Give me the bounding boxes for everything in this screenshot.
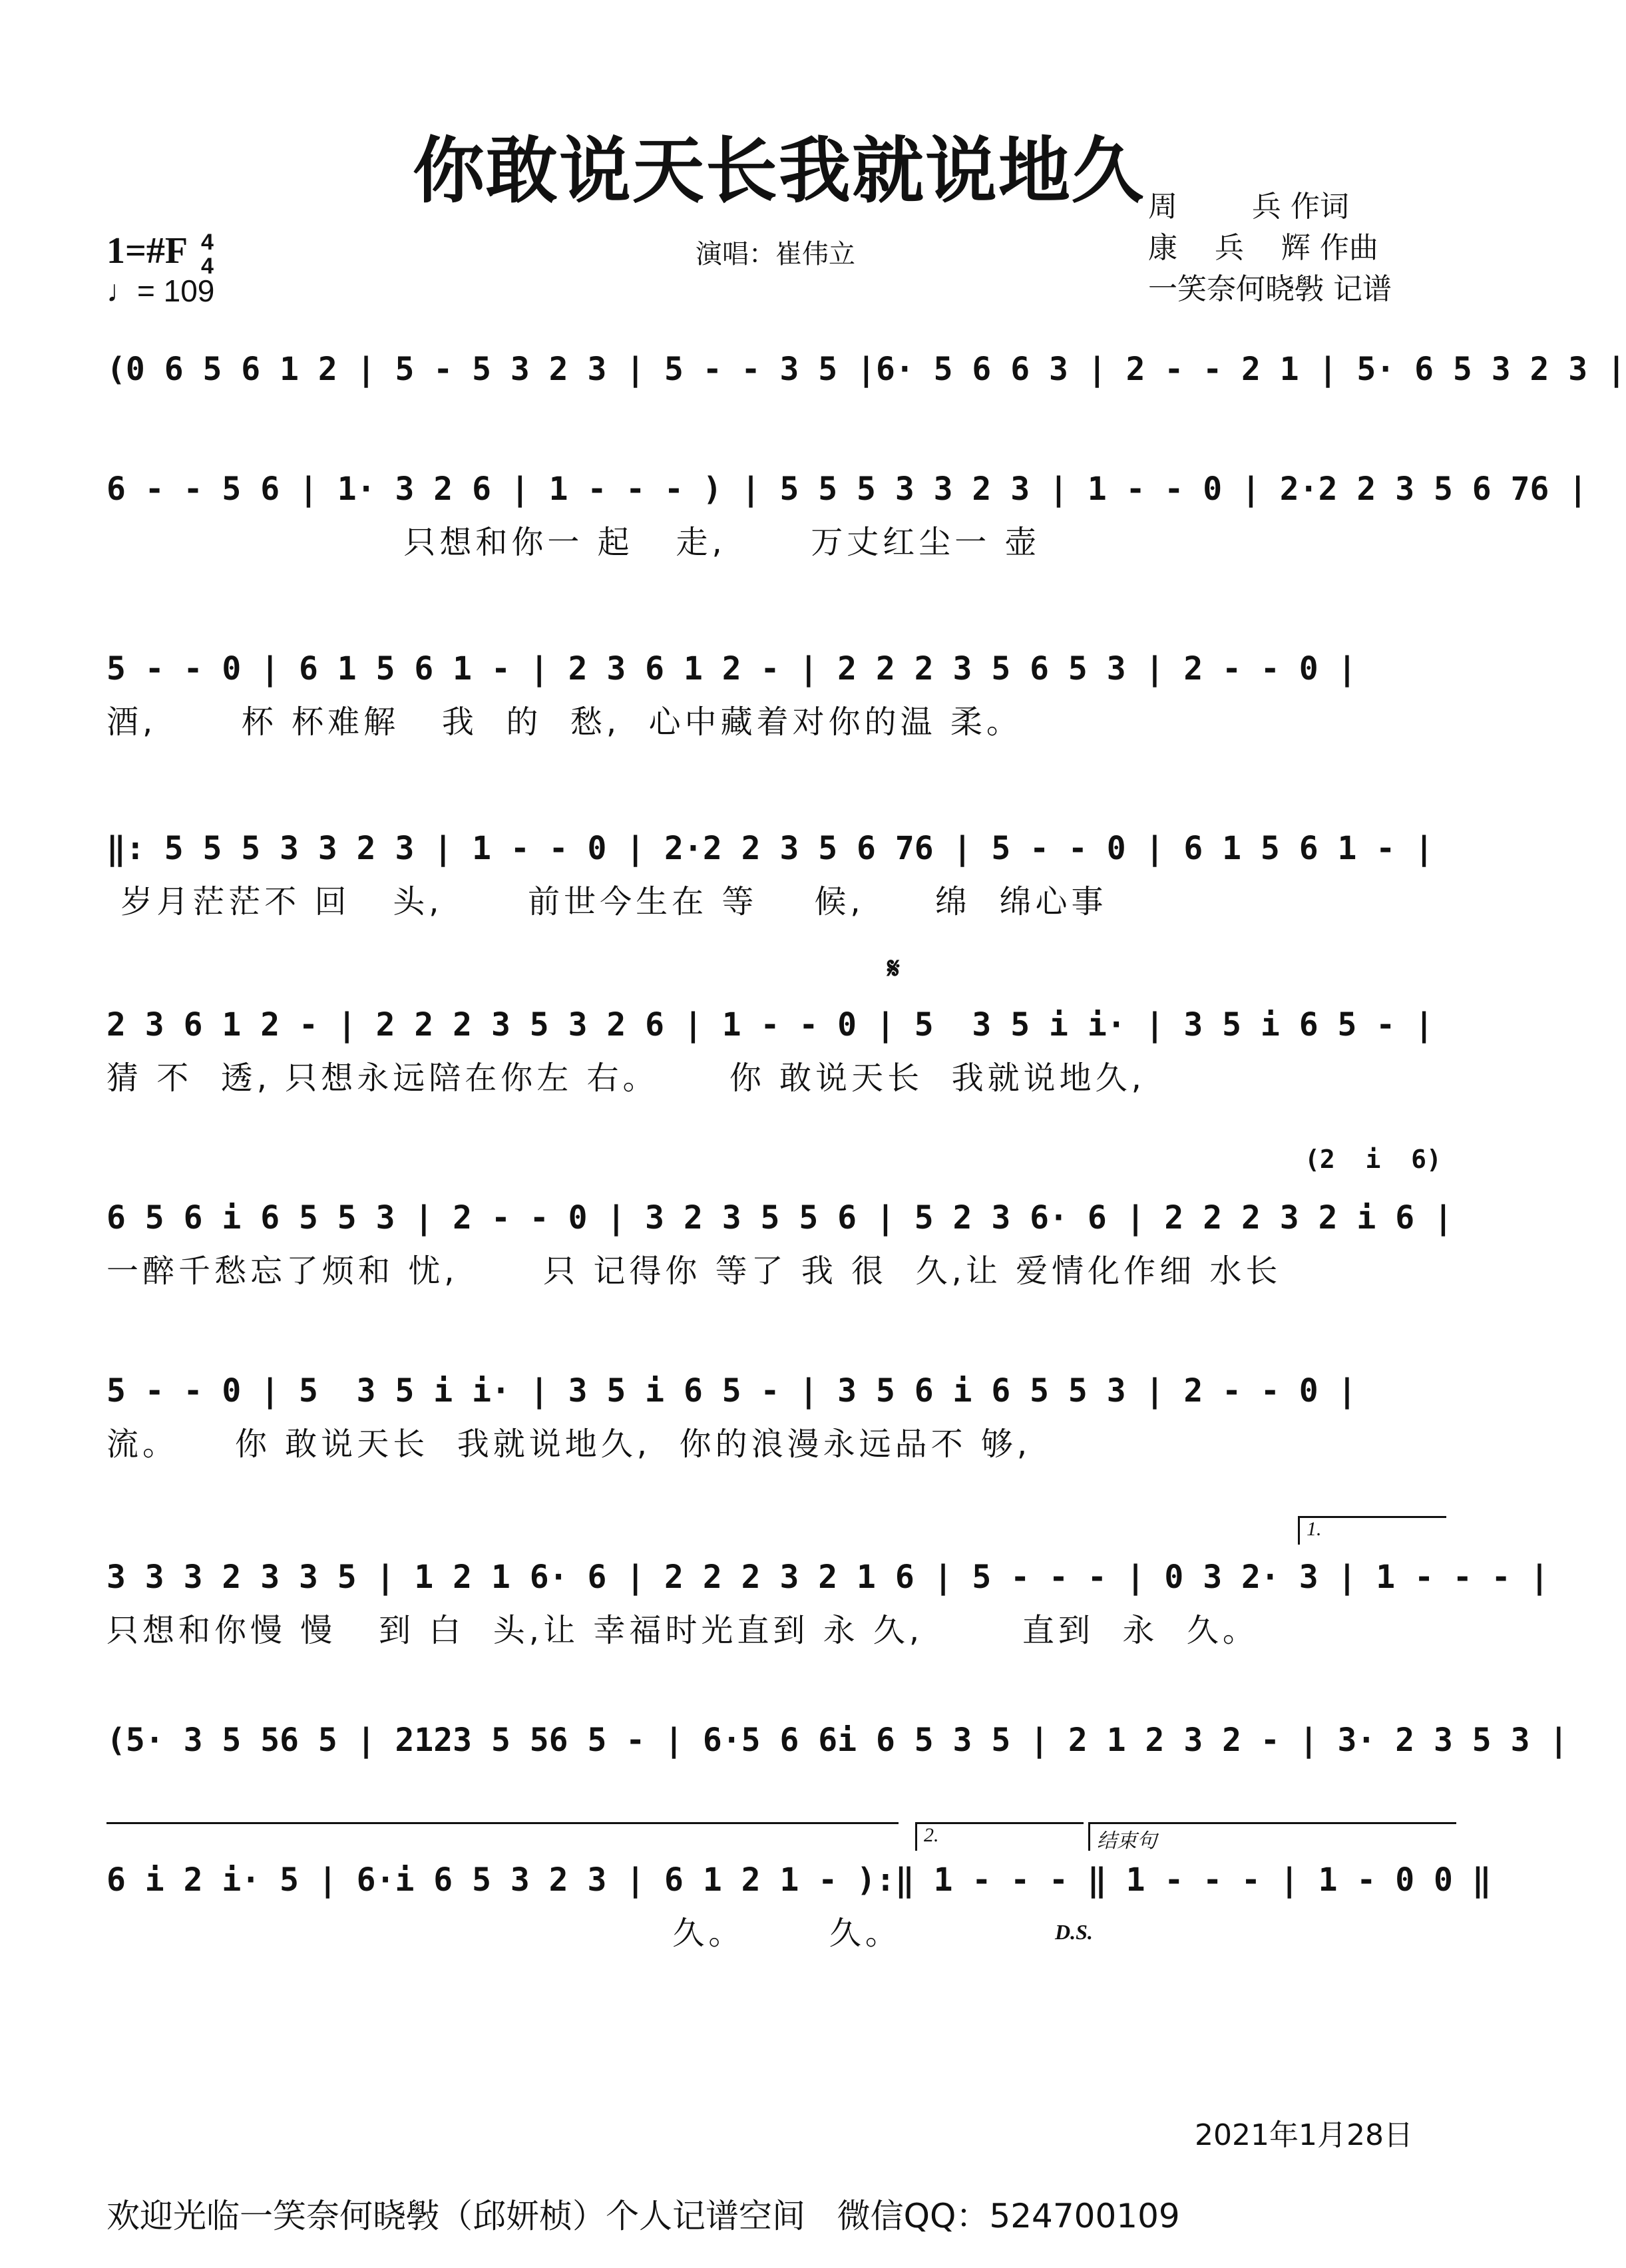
repeat-bracket-line bbox=[106, 1822, 899, 1824]
notes-line: (0 6 5 6 1 2 | 5 - 5 3 2 3 | 5 - - 3 5 |6· 5 6 6 3 | 2 - - 2 1 | 5· 6 5 3 2 3 | bbox=[106, 351, 1626, 388]
coda-ending: 结束句 bbox=[1088, 1822, 1456, 1851]
second-ending: 2. bbox=[915, 1822, 1084, 1851]
ds-mark: D.S. bbox=[1055, 1920, 1093, 1944]
lyrics-line: 岁月茫茫不 回 头, 前世今生在 等 候, 绵 绵心事 bbox=[106, 883, 1108, 920]
first-ending: 1. bbox=[1298, 1516, 1446, 1545]
lyrics-line: 酒, 杯 杯难解 我 的 愁, 心中藏着对你的温 柔。 bbox=[106, 703, 1022, 741]
grace-notes: (2 i 6) bbox=[1305, 1145, 1442, 1174]
meter-bottom: 4 bbox=[201, 254, 214, 280]
notes-line: 5 - - 0 | 6 1 5 6 1 - | 2 3 6 1 2 - | 2 2 2 3 5 6 5 3 | 2 - - 0 | bbox=[106, 650, 1357, 687]
notes-line: 6 i 2 i· 5 | 6·i 6 5 3 2 3 | 6 1 2 1 - ):‖ 1 - - - ‖ 1 - - - | 1 - 0 0 ‖ bbox=[106, 1861, 1492, 1899]
date-text: 2021年1月28日 bbox=[1195, 2118, 1413, 2152]
notes-line: 6 - - 5 6 | 1· 3 2 6 | 1 - - - ) | 5 5 5 3 3 2 3 | 1 - - 0 | 2·2 2 3 5 6 76 | bbox=[106, 471, 1588, 508]
lyricist-credit: 周 兵 作词 bbox=[1148, 190, 1349, 224]
meter-top: 4 bbox=[201, 230, 214, 256]
time-signature bbox=[201, 230, 214, 278]
lyrics-line: 久。 久。 bbox=[106, 1915, 901, 1952]
notes-line: ‖: 5 5 5 3 3 2 3 | 1 - - 0 | 2·2 2 3 5 6 76 | 5 - - 0 | 6 1 5 6 1 - | bbox=[106, 830, 1434, 867]
notes-line: 5 - - 0 | 5 3 5 i i· | 3 5 i 6 5 - | 3 5 6 i 6 5 5 3 | 2 - - 0 | bbox=[106, 1372, 1357, 1410]
song-title: 你敢说天长我就说地久 bbox=[412, 129, 1145, 213]
key-signature bbox=[106, 230, 214, 278]
lyrics-line: 只想和你慢 慢 到 白 头,让 幸福时光直到 永 久, 直到 永 久。 bbox=[106, 1612, 1259, 1649]
notes-line: 6 5 6 i 6 5 5 3 | 2 - - 0 | 3 2 3 5 5 6 | 5 2 3 6· 6 | 2 2 2 3 2 i 6 | bbox=[106, 1199, 1453, 1236]
notes-line: 3 3 3 2 3 3 5 | 1 2 1 6· 6 | 2 2 2 3 2 1 6 | 5 - - - | 0 3 2· 3 | 1 - - - | bbox=[106, 1559, 1549, 1596]
footer-text: 欢迎光临一笑奈何晓斅（邱妍桢）个人记谱空间 微信QQ：524700109 bbox=[106, 2197, 1180, 2235]
segno-mark: 𝄋 bbox=[887, 952, 900, 986]
notes-line: 2 3 6 1 2 - | 2 2 2 3 5 3 2 6 | 1 - - 0 | 5 3 5 i i· | 3 5 i 6 5 - | bbox=[106, 1006, 1434, 1043]
key-label: 1=#F bbox=[106, 230, 187, 272]
credits-block bbox=[1148, 186, 1392, 310]
lyrics-line: 只想和你一 起 走, 万丈红尘一 壶 bbox=[106, 524, 1041, 561]
composer-credit: 康 兵 辉 作曲 bbox=[1148, 231, 1378, 265]
lyrics-line: 一醉千愁忘了烦和 忧, 只 记得你 等了 我 很 久,让 爱情化作细 水长 bbox=[106, 1252, 1282, 1290]
lyrics-line: 流。 你 敢说天长 我就说地久, 你的浪漫永远品不 够, bbox=[106, 1425, 1032, 1463]
transcriber-credit: 一笑奈何晓斅 记谱 bbox=[1148, 272, 1392, 306]
singer-credit: 演唱：崔伟立 bbox=[696, 239, 855, 270]
lyrics-line: 猜 不 透, 只想永远陪在你左 右。 你 敢说天长 我就说地久, bbox=[106, 1059, 1145, 1097]
tempo-mark: ♩= 109 bbox=[106, 274, 215, 308]
notes-line: (5· 3 5 56 5 | 2123 5 56 5 - | 6·5 6 6i 6 5 3 5 | 2 1 2 3 2 - | 3· 2 3 5 3 | bbox=[106, 1722, 1569, 1759]
